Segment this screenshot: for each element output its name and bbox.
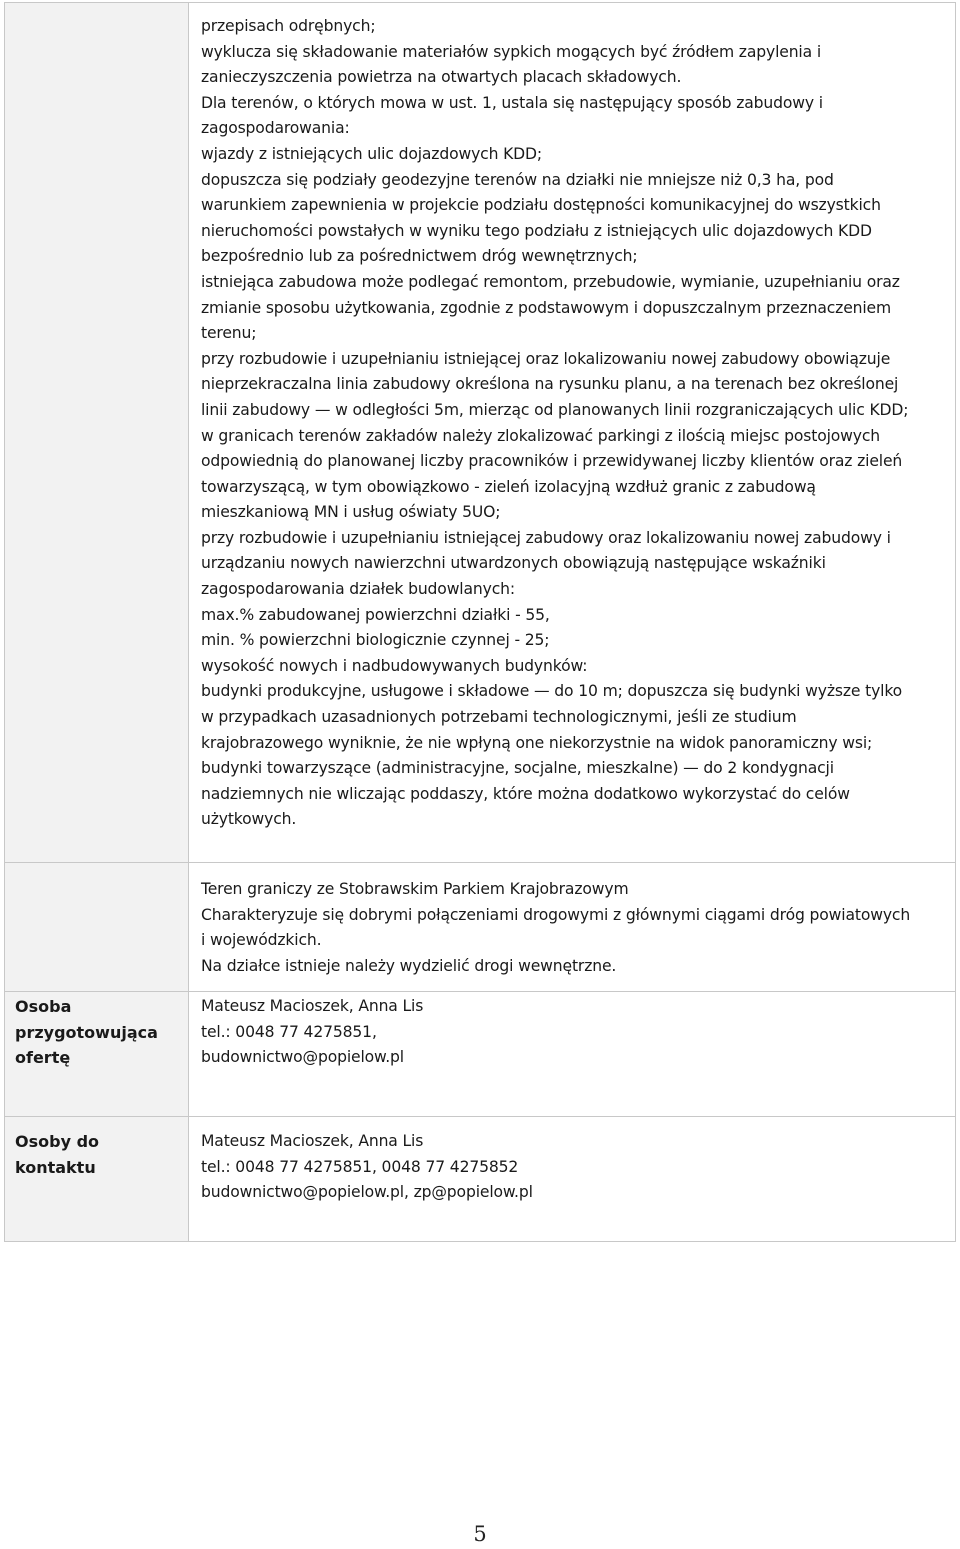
osoba-value-cell [189,992,956,1117]
kontakt-value-cell [189,1117,956,1242]
contact-names: Mateusz Macioszek, Anna Lis [201,997,424,1015]
zabudowa-rules-cell [189,3,956,863]
contact-emails: budownictwo@popielow.pl, zp@popielow.pl [201,1183,533,1202]
text-line: wyklucza się składowanie materiałów sypkich mogących być źródłem zapylenia i [201,42,822,61]
zabudowa-rules-text [189,3,955,833]
kontakt-label-cell [5,1117,189,1242]
text-line: i wojewódzkich. [201,931,322,950]
text-line: Charakteryzuje się dobrymi połączeniami drogowymi z głównymi ciągami dróg powiatowych [201,905,911,924]
osoba-label-cell [5,992,189,1117]
text-line: odpowiednią do planowanej liczby pracowników i przewidywanej liczby klientów oraz zieleń [201,452,903,471]
text-line: bezpośrednio lub za pośrednictwem dróg wewnętrznych; [201,247,638,266]
label-line: kontaktu [15,1157,96,1177]
text-line: linii zabudowy — w odległości 5m, mierząc od planowanych linii rozgraniczających ulic KDD; [201,400,909,419]
text-line: użytkowych. [201,810,297,829]
row-osoby-do-kontaktu [5,1117,956,1242]
label-line: Osoby do [15,1132,100,1151]
text-line: warunkiem zapewnienia w projekcie podziału dostępności komunikacyjnej do wszystkich [201,196,881,215]
text-line: budynki produkcyjne, usługowe i składowe — do 10 m; dopuszcza się budynki wyższe tylko [201,682,903,701]
osoba-label [5,992,188,1071]
text-line: przy rozbudowie i uzupełnianiu istniejącej oraz lokalizowaniu nowej zabudowy obowiązuje [201,349,891,368]
text-line: w granicach terenów zakładów należy zlokalizować parkingi z ilością miejsc postojowych [201,426,881,445]
text-line: zagospodarowania działek budowlanych: [201,580,515,599]
text-line: przepisach odrębnych; [201,17,376,35]
text-line: nieruchomości powstałych w wyniku tego podziału z istniejących ulic dojazdowych KDD [201,221,872,240]
text-line: mieszkaniową MN i usług oświaty 5UO; [201,503,501,522]
row-teren-description [5,863,956,992]
text-line: Dla terenów, o których mowa w ust. 1, ustala się następujący sposób zabudowy i [201,93,823,112]
empty-label-cell [5,863,189,992]
row-osoba-przygotowujaca [5,992,956,1117]
contact-phone: tel.: 0048 77 4275851, [201,1022,377,1041]
text-line: w przypadkach uzasadnionych potrzebami technologicznymi, jeśli ze studium [201,708,797,727]
empty-label-cell [5,3,189,863]
page-number: 5 [473,1522,487,1546]
text-line: zmianie sposobu użytkowania, zgodnie z podstawowym i dopuszczalnym przeznaczeniem [201,298,892,317]
label-line: ofertę [15,1048,71,1067]
text-line: Na działce istnieje należy wydzielić drogi wewnętrzne. [201,956,617,975]
text-line: krajobrazowego wyniknie, że nie wpłyną one niekorzystnie na widok panoramiczny wsi; [201,733,873,752]
teren-description-text [189,863,955,979]
text-line: zanieczyszczenia powietrza na otwartych placach składowych. [201,68,682,87]
text-line: wysokość nowych i nadbudowywanych budynków: [201,656,588,675]
text-line: nieprzekraczalna linia zabudowy określona na rysunku planu, a na terenach bez określonej [201,375,899,394]
text-line: nadziemnych nie wliczając poddaszy, które można dodatkowo wykorzystać do celów [201,784,850,803]
text-line: istniejąca zabudowa może podlegać remontom, przebudowie, wymianie, uzupełnianiu oraz [201,272,900,291]
kontakt-label [5,1117,188,1180]
text-line: terenu; [201,324,257,343]
label-line: przygotowująca [15,1022,158,1042]
text-line: wjazdy z istniejących ulic dojazdowych KDD; [201,144,543,163]
text-line: zagospodarowania: [201,119,350,138]
text-line: max.% zabudowanej powierzchni działki - 55, [201,605,550,624]
text-line: min. % powierzchni biologicznie czynnej - 25; [201,631,550,650]
contact-phones: tel.: 0048 77 4275851, 0048 77 4275852 [201,1157,519,1176]
contact-names: Mateusz Macioszek, Anna Lis [201,1132,424,1150]
text-line: urządzaniu nowych nawierzchni utwardzonych obowiązują następujące wskaźniki [201,554,826,573]
kontakt-value [189,1117,955,1206]
text-line: przy rozbudowie i uzupełnianiu istniejącej zabudowy oraz lokalizowaniu nowej zabudowy i [201,528,891,547]
teren-description-cell [189,863,956,992]
label-line: Osoba [15,997,72,1016]
text-line: Teren graniczy ze Stobrawskim Parkiem Krajobrazowym [201,880,629,898]
text-line: towarzyszącą, w tym obowiązkowo - zieleń izolacyjną wzdłuż granic z zabudową [201,477,816,496]
row-zabudowa-rules [5,3,956,863]
osoba-value [189,992,955,1071]
document-table [4,2,956,1242]
text-line: dopuszcza się podziały geodezyjne terenów na działki nie mniejsze niż 0,3 ha, pod [201,170,834,189]
text-line: budynki towarzyszące (administracyjne, socjalne, mieszkalne) — do 2 kondygnacji [201,759,834,778]
contact-email: budownictwo@popielow.pl [201,1048,404,1067]
